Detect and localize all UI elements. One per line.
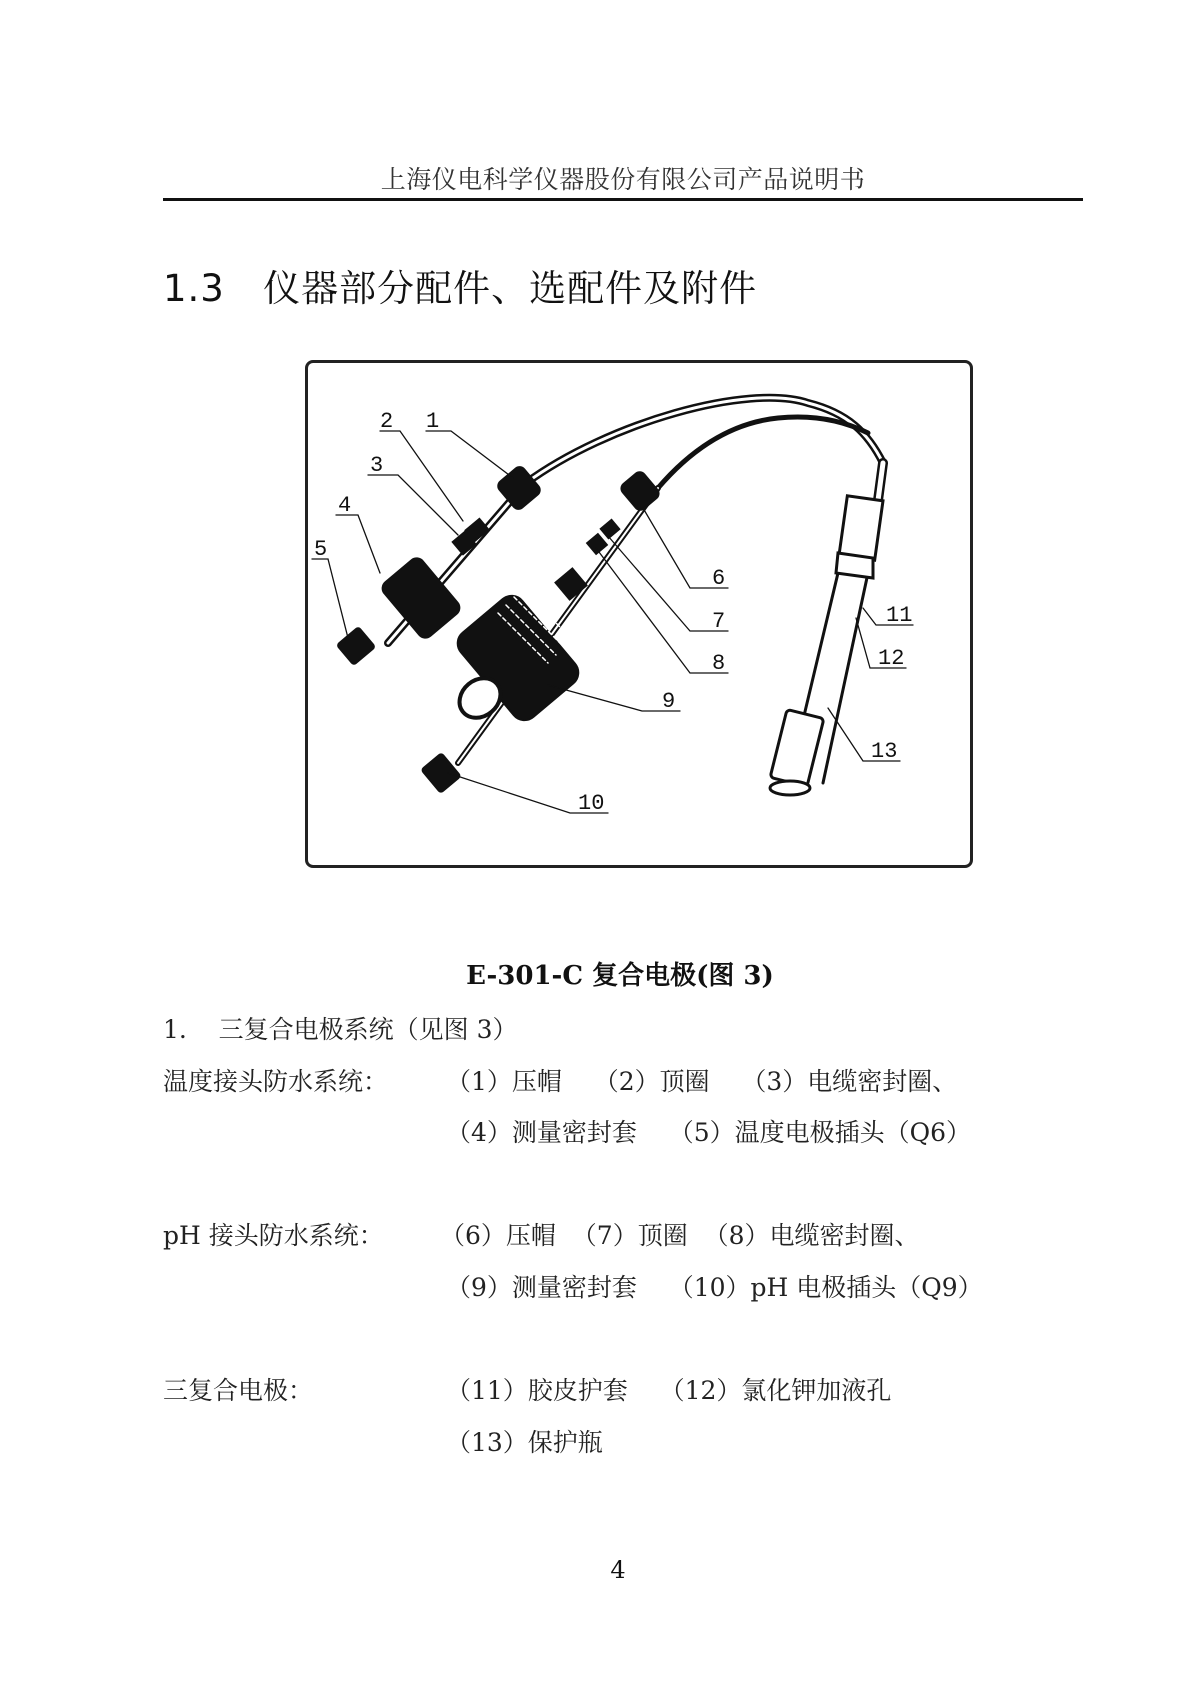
- callout-3: 3: [370, 453, 384, 478]
- ph-system-parts-line-2: （9）测量密封套 （10）pH 电极插头（Q9）: [446, 1273, 983, 1302]
- callout-9: 9: [662, 689, 676, 714]
- item-1-heading: 1. 三复合电极系统（见图 3）: [163, 1015, 518, 1044]
- page-number: 4: [610, 1556, 626, 1584]
- temp-system-label: 温度接头防水系统：: [163, 1067, 389, 1096]
- ph-system-parts-line-1: （6）压帽 （7）顶圈 （8）电缆密封圈、: [440, 1221, 920, 1250]
- document-header-title: 上海仪电科学仪器股份有限公司产品说明书: [380, 165, 866, 194]
- section-number: 1.3: [163, 267, 225, 310]
- electrode-figure: [305, 360, 973, 868]
- section-heading: [163, 258, 757, 312]
- callout-8: 8: [712, 651, 726, 676]
- electrode-parts-line-1: （11）胶皮护套 （12）氯化钾加液孔: [446, 1376, 892, 1405]
- temp-system-parts-line-1: （1）压帽 （2）顶圈 （3）电缆密封圈、: [446, 1067, 958, 1096]
- callout-2: 2: [380, 409, 394, 434]
- figure-caption: E-301-C 复合电极(图 3): [466, 961, 774, 991]
- callout-5: 5: [314, 537, 328, 562]
- section-title: 仪器部分配件、选配件及附件: [263, 267, 758, 310]
- electrode-diagram: [308, 363, 970, 865]
- electrode-parts-line-2: （13）保护瓶: [446, 1428, 603, 1457]
- header-divider: [163, 198, 1083, 201]
- electrode-label: 三复合电极：: [163, 1376, 314, 1405]
- callout-7: 7: [712, 609, 726, 634]
- callout-4: 4: [338, 493, 352, 518]
- ph-system-label: pH 接头防水系统：: [163, 1221, 384, 1250]
- callout-11: 11: [886, 603, 913, 628]
- callout-6: 6: [712, 566, 726, 591]
- temp-system-parts-line-2: （4）测量密封套 （5）温度电极插头（Q6）: [446, 1118, 972, 1147]
- callout-13: 13: [871, 739, 898, 764]
- callout-1: 1: [426, 409, 440, 434]
- callout-10: 10: [578, 791, 605, 816]
- callout-12: 12: [878, 646, 905, 671]
